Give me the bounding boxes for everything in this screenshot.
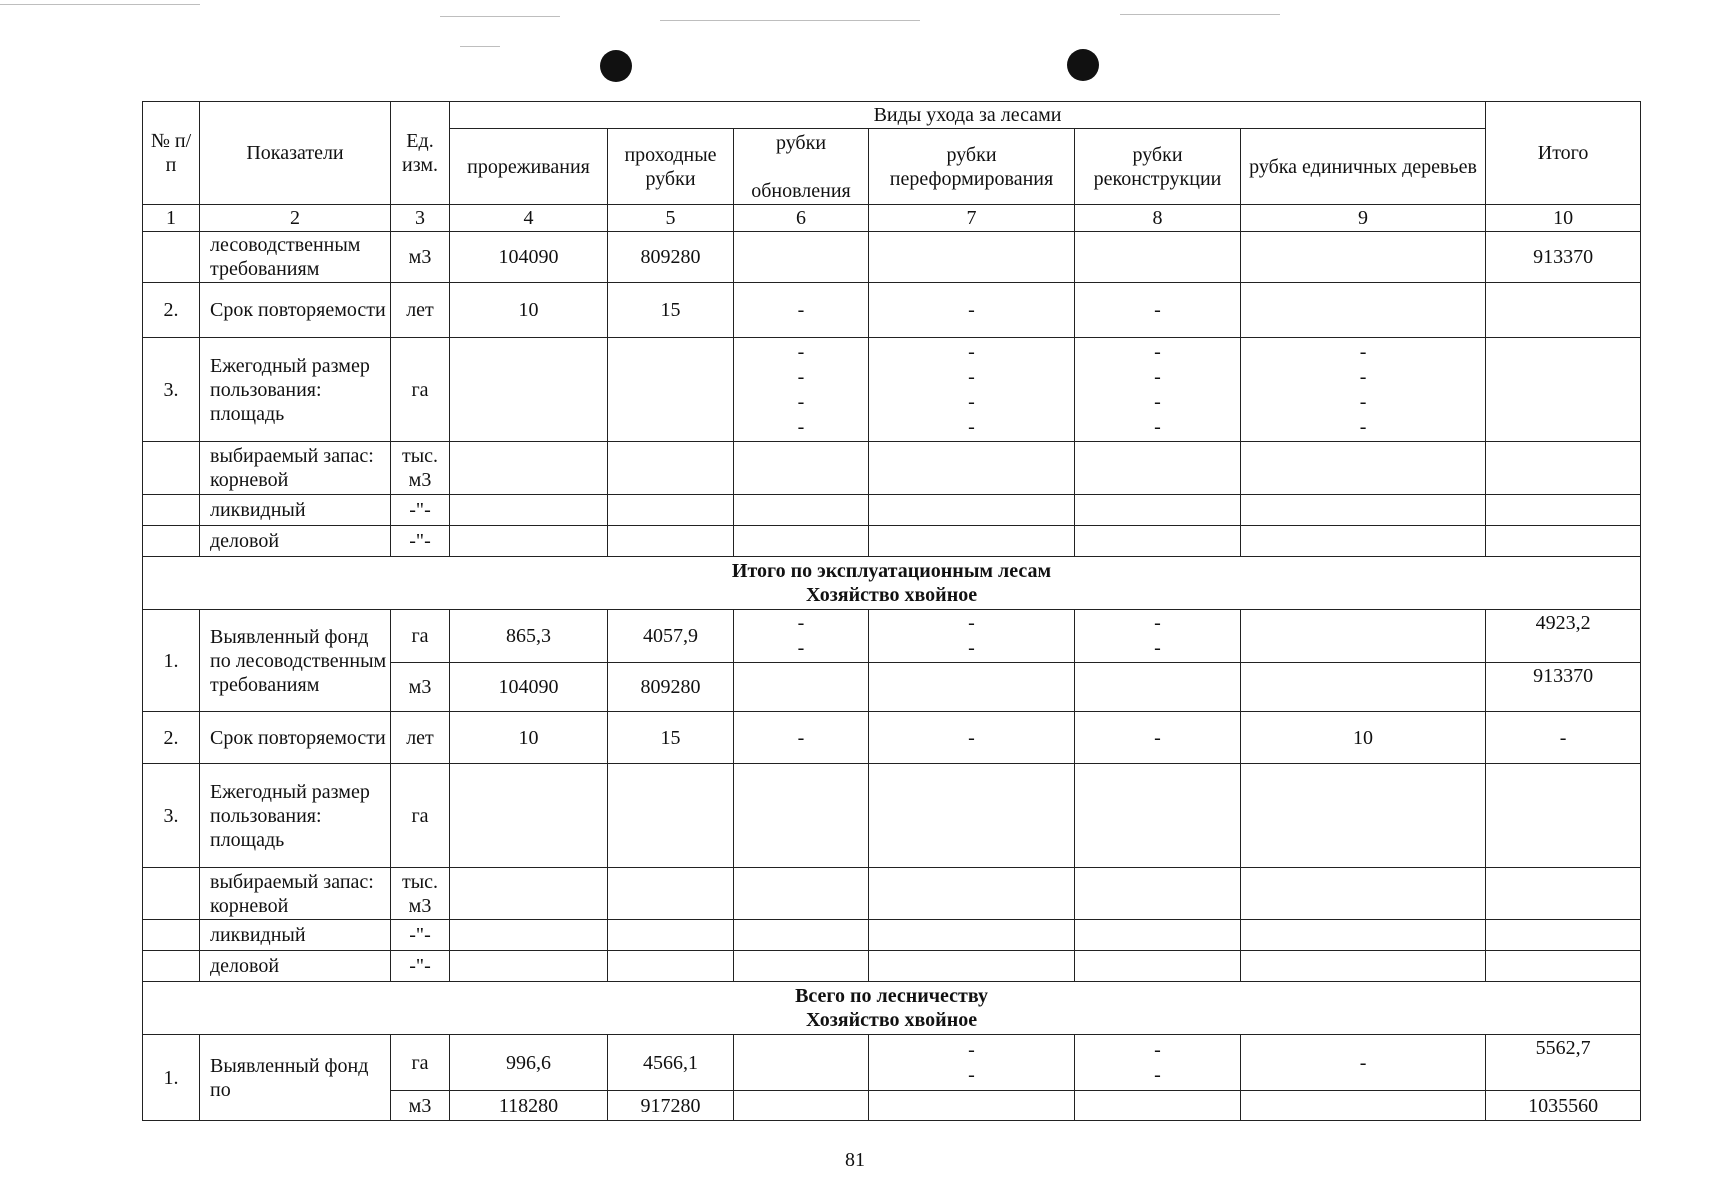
cell-value: 10 (450, 283, 608, 338)
row-label: деловой (200, 526, 391, 557)
row-unit: тыс. м3 (391, 442, 450, 495)
cell-value: - (734, 283, 869, 338)
row-unit: лет (391, 283, 450, 338)
cell-total: 913370 (1486, 232, 1641, 283)
row-unit: га (391, 338, 450, 442)
group-header: Виды ухода за лесами (450, 102, 1486, 129)
cell-value: - (734, 712, 869, 764)
cell-total: - (1486, 712, 1641, 764)
col-renewal-header (734, 129, 869, 205)
dash-list: - - (869, 1035, 1075, 1091)
row-label: ликвидный (200, 920, 391, 951)
row-label: Ежегодный размер пользования: площадь (200, 338, 391, 442)
row-num: 1. (143, 1035, 200, 1121)
col-number: 6 (734, 205, 869, 232)
row-label: Срок повторяемости (200, 283, 391, 338)
row-num: 2. (143, 283, 200, 338)
forest-care-table (142, 101, 1641, 1121)
b1-row-liquid (143, 495, 1641, 526)
section-heading-row (143, 557, 1641, 610)
cell-total: 1035560 (1486, 1091, 1641, 1121)
b2-row-fund-ha (143, 610, 1641, 663)
cell-value: - (1241, 1035, 1486, 1091)
cell-value: - (869, 712, 1075, 764)
col-number: 1 (143, 205, 200, 232)
cell-value: - (869, 283, 1075, 338)
dash-list: - - - - (1241, 338, 1486, 442)
b1-row-fund-m3 (143, 232, 1641, 283)
cell-value: 10 (450, 712, 608, 764)
cell-value: 15 (608, 712, 734, 764)
section-title: Итого по эксплуатационным лесам (731, 560, 1052, 582)
row-num: 2. (143, 712, 200, 764)
cell-total: 4923,2 (1486, 610, 1641, 663)
col-single-header: рубка единичных деревьев (1241, 129, 1486, 205)
punch-hole-right (1067, 49, 1099, 81)
section-title: Всего по лесничеству (795, 985, 988, 1007)
row-num: 1. (143, 610, 200, 712)
col-number: 9 (1241, 205, 1486, 232)
dash-list: - - - - (1075, 338, 1241, 442)
col-unit-header: Ед. изм. (391, 102, 450, 205)
b1-row-stock (143, 442, 1641, 495)
cell-value: 4057,9 (608, 610, 734, 663)
col-renewal-bottom: обновления (751, 179, 851, 202)
dash-list: - - - - (869, 338, 1075, 442)
scan-noise (660, 20, 920, 21)
col-reform-header: рубки переформирования (869, 129, 1075, 205)
row-label: Выявленный фонд по лесоводственным требованиям (200, 610, 391, 712)
col-num-header: № п/п (143, 102, 200, 205)
scan-noise (1120, 14, 1280, 15)
b2-row-stock (143, 868, 1641, 920)
col-number: 8 (1075, 205, 1241, 232)
row-label: Срок повторяемости (200, 712, 391, 764)
cell-value: 15 (608, 283, 734, 338)
row-label: Ежегодный размер пользования: площадь (200, 764, 391, 868)
row-unit: га (391, 1035, 450, 1091)
page-number: 81 (845, 1149, 865, 1171)
col-number: 5 (608, 205, 734, 232)
b1-row-business (143, 526, 1641, 557)
dash-list: - - (1075, 1035, 1241, 1091)
section-subtitle: Хозяйство хвойное (805, 584, 978, 606)
col-number: 10 (1486, 205, 1641, 232)
cell-value: 809280 (608, 232, 734, 283)
row-label: деловой (200, 951, 391, 982)
row-unit: -"- (391, 920, 450, 951)
dash-list: - - (734, 610, 869, 663)
b1-row-annual (143, 338, 1641, 442)
punch-hole-left (600, 50, 632, 82)
col-total-header: Итого (1486, 102, 1641, 205)
dash-list: - - (869, 610, 1075, 663)
scan-noise (460, 46, 500, 47)
cell-total: 5562,7 (1486, 1035, 1641, 1091)
cell-value: - (1075, 712, 1241, 764)
row-num: 3. (143, 338, 200, 442)
b2-row-liquid (143, 920, 1641, 951)
cell-value: 118280 (450, 1091, 608, 1121)
row-unit: -"- (391, 526, 450, 557)
col-number: 3 (391, 205, 450, 232)
cell-value: 10 (1241, 712, 1486, 764)
b2-row-annual (143, 764, 1641, 868)
dash-list: - - - - (734, 338, 869, 442)
row-unit: га (391, 610, 450, 663)
col-number: 4 (450, 205, 608, 232)
cell-value: 809280 (608, 663, 734, 712)
cell-value: 104090 (450, 663, 608, 712)
row-unit: тыс. м3 (391, 868, 450, 920)
cell-value: 917280 (608, 1091, 734, 1121)
col-number: 2 (200, 205, 391, 232)
row-unit: м3 (391, 663, 450, 712)
scan-noise (440, 16, 560, 17)
col-renewal-top: рубки (775, 131, 827, 154)
cell-value: 104090 (450, 232, 608, 283)
row-unit: -"- (391, 951, 450, 982)
b1-row-period (143, 283, 1641, 338)
row-label: Выявленный фонд по (200, 1035, 391, 1121)
cell-value: 996,6 (450, 1035, 608, 1091)
col-passage-header: проходные рубки (608, 129, 734, 205)
row-unit: м3 (391, 232, 450, 283)
col-number: 7 (869, 205, 1075, 232)
row-unit: м3 (391, 1091, 450, 1121)
row-label: выбираемый запас: корневой (200, 442, 391, 495)
cell-value: - (1075, 283, 1241, 338)
b3-row-fund-ha (143, 1035, 1641, 1091)
row-label: выбираемый запас: корневой (200, 868, 391, 920)
section-heading-row (143, 982, 1641, 1035)
row-num: 3. (143, 764, 200, 868)
b2-row-business (143, 951, 1641, 982)
dash-list: - - (1075, 610, 1241, 663)
row-label: лесоводственным требованиям (200, 232, 391, 283)
section-heading (143, 557, 1641, 610)
row-unit: га (391, 764, 450, 868)
cell-value: 865,3 (450, 610, 608, 663)
header-row-1 (143, 102, 1641, 129)
section-subtitle: Хозяйство хвойное (805, 1009, 978, 1031)
col-thinning-header: прореживания (450, 129, 608, 205)
row-label: ликвидный (200, 495, 391, 526)
col-reconstr-header: рубки реконструкции (1075, 129, 1241, 205)
cell-value: 4566,1 (608, 1035, 734, 1091)
row-unit: -"- (391, 495, 450, 526)
scan-noise (0, 4, 200, 5)
section-heading (143, 982, 1641, 1035)
cell-total: 913370 (1486, 663, 1641, 712)
b2-row-period (143, 712, 1641, 764)
row-unit: лет (391, 712, 450, 764)
col-indicator-header: Показатели (200, 102, 391, 205)
col-number-row (143, 205, 1641, 232)
